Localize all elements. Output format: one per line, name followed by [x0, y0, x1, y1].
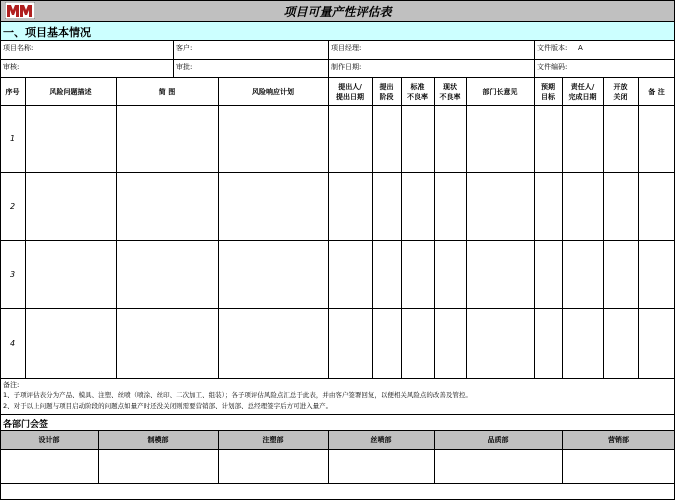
grid-hline: [0, 0, 675, 1]
grid-vline: [218, 78, 219, 378]
grid-vline: [328, 430, 329, 483]
grid-hline: [0, 240, 675, 241]
grid-hline: [0, 308, 675, 309]
grid-hline: [0, 430, 675, 431]
table-cell[interactable]: [25, 240, 116, 308]
table-cell[interactable]: [328, 172, 372, 240]
table-cell[interactable]: [401, 240, 434, 308]
header-line-1: 标准: [410, 82, 425, 91]
grid-vline: [328, 40, 329, 77]
signoff-signature-cell[interactable]: [218, 449, 328, 483]
signoff-department: 注塑部: [262, 435, 284, 444]
table-cell[interactable]: [218, 172, 328, 240]
project-name-label: 项目名称:: [3, 44, 34, 52]
table-header-cell: [0, 78, 25, 105]
notes-line-2: 2、对于以上问题与项目启动阶段的问题点如量产时还没关闭则需要营销部、计划部、总经理签字后方可进入量产。: [3, 402, 333, 410]
table-cell[interactable]: [434, 240, 466, 308]
table-header-cell: [434, 78, 466, 105]
signoff-department: 营销部: [608, 435, 629, 444]
grid-vline: [534, 78, 535, 378]
header-line-1: 风险响应计划: [252, 87, 294, 96]
header-line-2: 不良率: [407, 92, 428, 101]
table-cell[interactable]: [534, 240, 562, 308]
table-header-cell: [372, 78, 401, 105]
grid-hline: [0, 449, 675, 450]
header-line-1: 序号: [5, 87, 20, 96]
table-cell[interactable]: [218, 240, 328, 308]
grid-vline: [562, 78, 563, 378]
table-cell[interactable]: [401, 105, 434, 172]
grid-vline: [25, 78, 26, 378]
header-line-2: 关闭: [613, 92, 628, 101]
header-line-1: 提出人/: [338, 82, 362, 91]
table-cell[interactable]: [603, 105, 638, 172]
table-cell[interactable]: [534, 308, 562, 378]
grid-hline: [0, 59, 675, 60]
table-cell[interactable]: [25, 308, 116, 378]
header-line-2: 完成日期: [568, 92, 597, 101]
table-cell[interactable]: [434, 105, 466, 172]
file-version-value: A: [578, 44, 583, 52]
table-cell[interactable]: [218, 308, 328, 378]
header-line-2: 提出日期: [336, 92, 364, 101]
signoff-signature-cell[interactable]: [0, 449, 98, 483]
table-header-cell: [218, 78, 328, 105]
table-cell[interactable]: [434, 172, 466, 240]
table-cell[interactable]: [434, 308, 466, 378]
row-number: 3: [9, 269, 16, 279]
file-code-label: 文件编码:: [537, 63, 568, 71]
row-number: 4: [9, 338, 16, 348]
table-cell[interactable]: [466, 240, 534, 308]
table-header-cell: [603, 78, 638, 105]
table-cell[interactable]: [466, 105, 534, 172]
table-cell[interactable]: [328, 308, 372, 378]
table-cell[interactable]: [638, 240, 675, 308]
grid-vline: [401, 78, 402, 378]
grid-vline: [434, 78, 435, 378]
grid-hline: [0, 378, 675, 379]
approver-label: 审批:: [176, 63, 193, 71]
table-cell[interactable]: [328, 240, 372, 308]
grid-vline: [328, 78, 329, 378]
table-cell[interactable]: [466, 308, 534, 378]
file-version-label: 文件版本:: [537, 44, 568, 52]
table-cell[interactable]: [372, 308, 401, 378]
header-line-1: 简 图: [158, 87, 176, 96]
table-cell[interactable]: [25, 172, 116, 240]
notes-line-1: 1、子项评估表分为产品、模具、注塑、丝喷（喷涂、丝印、二次加工、组装）；各子项评估风险点汇总于此表，并由客户签署回复，以便相关风险点的改善及管控。: [3, 391, 472, 399]
table-cell[interactable]: [372, 172, 401, 240]
table-cell[interactable]: [116, 308, 218, 378]
table-cell[interactable]: [25, 105, 116, 172]
table-cell[interactable]: [562, 105, 603, 172]
signoff-department: 品质部: [487, 435, 509, 444]
table-cell[interactable]: [372, 105, 401, 172]
table-header-cell: [534, 78, 562, 105]
prepared-date-label: 制作日期:: [331, 63, 362, 71]
table-cell[interactable]: [562, 308, 603, 378]
customer-label: 客户:: [176, 44, 193, 52]
signoff-signature-cell[interactable]: [562, 449, 675, 483]
table-cell[interactable]: [116, 240, 218, 308]
grid-vline: [372, 78, 373, 378]
header-line-1: 现状: [443, 82, 457, 91]
header-line-2: 阶段: [379, 92, 394, 101]
table-cell[interactable]: [116, 105, 218, 172]
header-line-1: 备 注: [648, 87, 665, 96]
table-cell[interactable]: [638, 172, 675, 240]
table-cell[interactable]: [401, 308, 434, 378]
row-number: 1: [9, 134, 16, 143]
grid-hline: [0, 414, 675, 415]
grid-hline: [0, 105, 675, 106]
header-line-1: 开放: [613, 82, 628, 91]
header-line-1: 预期: [541, 82, 555, 91]
table-header-cell: [328, 78, 372, 105]
header-line-1: 提出: [379, 82, 394, 91]
table-header-cell: [116, 78, 218, 105]
header-line-2: 不良率: [439, 92, 461, 101]
signoff-department: 设计部: [38, 435, 60, 444]
table-header-cell: [466, 78, 534, 105]
company-logo-icon: [5, 2, 35, 19]
grid-hline: [0, 77, 675, 78]
table-cell[interactable]: [372, 240, 401, 308]
row-number: 2: [9, 201, 16, 211]
header-line-1: 部门长意见: [482, 87, 518, 96]
signoff-signature-cell[interactable]: [98, 449, 218, 483]
grid-vline: [603, 78, 604, 378]
table-cell[interactable]: [603, 172, 638, 240]
project-manager-label: 项目经理:: [331, 44, 362, 52]
table-cell[interactable]: [638, 308, 675, 378]
grid-hline: [0, 172, 675, 173]
table-header-cell: [25, 78, 116, 105]
table-cell[interactable]: [401, 172, 434, 240]
grid-hline: [0, 483, 675, 484]
table-cell[interactable]: [562, 240, 603, 308]
grid-vline: [0, 0, 1, 500]
signoff-signature-cell[interactable]: [328, 449, 434, 483]
table-header-cell: [638, 78, 675, 105]
notes-title: 备注:: [3, 381, 20, 389]
table-cell[interactable]: [466, 172, 534, 240]
grid-vline: [116, 78, 117, 378]
grid-hline: [0, 21, 675, 22]
page-title: 项目可量产性评估表: [283, 4, 392, 19]
header-line-1: 风险问题描述: [49, 87, 92, 96]
table-cell[interactable]: [562, 172, 603, 240]
grid-vline: [434, 430, 435, 483]
table-cell[interactable]: [603, 240, 638, 308]
signoff-title: 各部门会签: [3, 420, 49, 430]
table-header-cell: [562, 78, 603, 105]
reviewer-label: 审核:: [3, 63, 20, 71]
table-cell[interactable]: [638, 105, 675, 172]
grid-vline: [562, 430, 563, 483]
table-cell[interactable]: [328, 105, 372, 172]
grid-hline: [0, 40, 675, 41]
header-line-1: 责任人/: [570, 82, 595, 91]
signoff-signature-cell[interactable]: [434, 449, 562, 483]
section-header: [0, 21, 675, 40]
table-cell[interactable]: [534, 172, 562, 240]
section-title: 一、项目基本情况: [3, 26, 91, 39]
grid-vline: [466, 78, 467, 378]
table-cell[interactable]: [218, 105, 328, 172]
table-cell[interactable]: [603, 308, 638, 378]
grid-vline: [218, 430, 219, 483]
grid-vline: [98, 430, 99, 483]
grid-vline: [173, 40, 174, 77]
grid-vline: [638, 78, 639, 378]
table-header-cell: [401, 78, 434, 105]
signoff-department: 制模部: [147, 435, 169, 444]
grid-vline: [534, 40, 535, 77]
table-cell[interactable]: [116, 172, 218, 240]
header-line-2: 目标: [541, 92, 555, 101]
signoff-department: 丝喷部: [370, 435, 392, 444]
table-cell[interactable]: [534, 105, 562, 172]
